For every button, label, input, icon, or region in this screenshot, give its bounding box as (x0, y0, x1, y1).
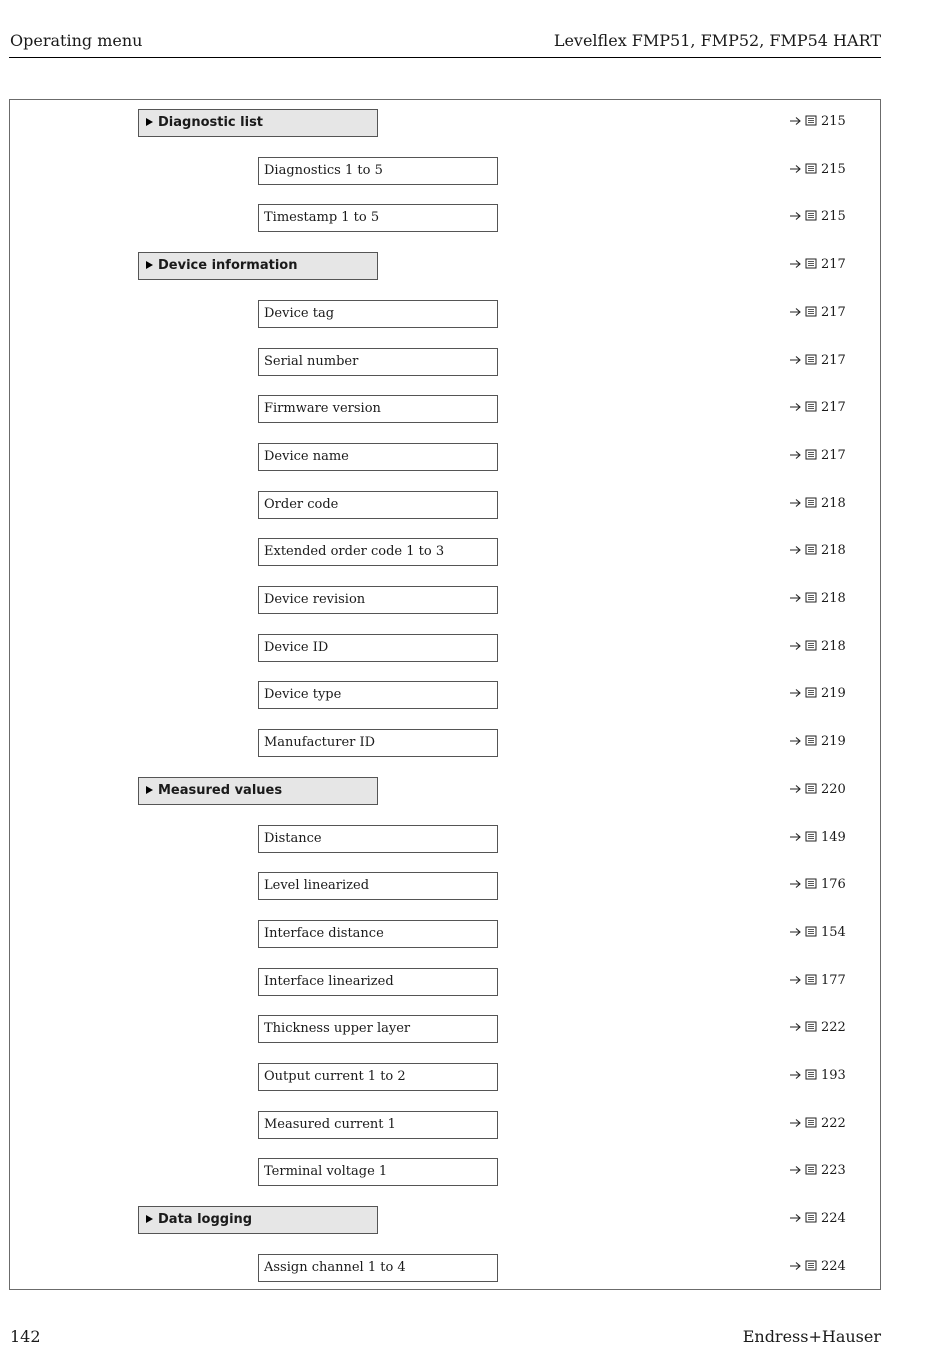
book-page-icon (805, 687, 817, 698)
submenu-row (10, 777, 880, 805)
book-page-icon (805, 926, 817, 937)
parameter-box (258, 968, 498, 996)
parameter-row (10, 586, 880, 614)
page-reference (789, 491, 846, 517)
arrow-right-icon (789, 1261, 802, 1271)
page-reference (789, 395, 846, 421)
page-reference (789, 586, 846, 612)
book-page-icon (805, 831, 817, 842)
book-page-icon (805, 258, 817, 269)
arrow-right-icon (789, 879, 802, 889)
submenu-label: Measured values (158, 783, 283, 798)
parameter-label: Terminal voltage 1 (264, 1164, 388, 1179)
page-reference (789, 204, 846, 230)
submenu-label: Data logging (158, 1212, 253, 1227)
parameter-row (10, 300, 880, 328)
book-page-icon (805, 592, 817, 603)
submenu-box (138, 1206, 378, 1234)
page-reference (789, 348, 846, 374)
arrow-right-icon (789, 307, 802, 317)
parameter-label: Device tag (264, 306, 335, 321)
page-number: 218 (821, 496, 846, 511)
page-reference (789, 1206, 846, 1232)
parameter-box (258, 681, 498, 709)
parameter-row (10, 1015, 880, 1043)
parameter-box (258, 586, 498, 614)
parameter-row (10, 1254, 880, 1282)
parameter-row (10, 157, 880, 185)
arrow-right-icon (789, 402, 802, 412)
parameter-label: Interface distance (264, 926, 384, 941)
arrow-right-icon (789, 498, 802, 508)
parameter-label: Device revision (264, 592, 366, 607)
page-number: 217 (821, 448, 846, 463)
page-number: 220 (821, 782, 846, 797)
page-number: 219 (821, 734, 846, 749)
parameter-row (10, 729, 880, 757)
page-number: 215 (821, 114, 846, 129)
page-reference (789, 538, 846, 564)
triangle-right-icon (146, 261, 153, 269)
parameter-row (10, 491, 880, 519)
book-page-icon (805, 1117, 817, 1128)
triangle-right-icon (146, 118, 153, 126)
book-page-icon (805, 1069, 817, 1080)
parameter-label: Distance (264, 831, 322, 846)
arrow-right-icon (789, 1118, 802, 1128)
parameter-label: Firmware version (264, 401, 381, 416)
parameter-row (10, 1063, 880, 1091)
book-page-icon (805, 163, 817, 174)
parameter-box (258, 1063, 498, 1091)
parameter-label: Level linearized (264, 878, 370, 893)
arrow-right-icon (789, 784, 802, 794)
parameter-box (258, 1158, 498, 1186)
page-header-product: Levelflex FMP51, FMP52, FMP54 HART (553, 31, 881, 50)
parameter-row (10, 538, 880, 566)
arrow-right-icon (789, 450, 802, 460)
book-page-icon (805, 354, 817, 365)
page-reference (789, 300, 846, 326)
book-page-icon (805, 210, 817, 221)
parameter-row (10, 968, 880, 996)
parameter-box (258, 491, 498, 519)
parameter-row (10, 825, 880, 853)
parameter-box (258, 348, 498, 376)
page-number: 224 (821, 1259, 846, 1274)
page-reference (789, 825, 846, 851)
arrow-right-icon (789, 1070, 802, 1080)
parameter-row (10, 920, 880, 948)
parameter-box (258, 1111, 498, 1139)
parameter-label: Serial number (264, 354, 359, 369)
submenu-row (10, 252, 880, 280)
page-reference (789, 252, 846, 278)
triangle-right-icon (146, 1215, 153, 1223)
book-page-icon (805, 115, 817, 126)
arrow-right-icon (789, 355, 802, 365)
parameter-row (10, 634, 880, 662)
arrow-right-icon (789, 832, 802, 842)
submenu-label: Diagnostic list (158, 115, 264, 130)
book-page-icon (805, 1260, 817, 1271)
page-number: 217 (821, 353, 846, 368)
parameter-box (258, 634, 498, 662)
triangle-right-icon (146, 786, 153, 794)
parameter-label: Order code (264, 497, 339, 512)
page-number: 215 (821, 209, 846, 224)
page-reference (789, 443, 846, 469)
page-reference (789, 681, 846, 707)
parameter-label: Measured current 1 (264, 1117, 396, 1132)
parameter-box (258, 1254, 498, 1282)
book-page-icon (805, 497, 817, 508)
book-page-icon (805, 640, 817, 651)
parameter-box (258, 300, 498, 328)
arrow-right-icon (789, 593, 802, 603)
page-number: 149 (821, 830, 846, 845)
page-number: 223 (821, 1163, 846, 1178)
page-number: 154 (821, 925, 846, 940)
page-header-section: Operating menu (10, 31, 143, 50)
parameter-box (258, 1015, 498, 1043)
arrow-right-icon (789, 259, 802, 269)
arrow-right-icon (789, 545, 802, 555)
page-reference (789, 920, 846, 946)
parameter-box (258, 204, 498, 232)
parameter-box (258, 729, 498, 757)
page-number: 219 (821, 686, 846, 701)
parameter-label: Assign channel 1 to 4 (264, 1260, 406, 1275)
submenu-row (10, 1206, 880, 1234)
arrow-right-icon (789, 164, 802, 174)
arrow-right-icon (789, 1022, 802, 1032)
page-number: 217 (821, 305, 846, 320)
footer-page-number: 142 (10, 1327, 41, 1346)
parameter-label: Extended order code 1 to 3 (264, 544, 445, 559)
page-reference (789, 872, 846, 898)
book-page-icon (805, 306, 817, 317)
page-number: 217 (821, 257, 846, 272)
book-page-icon (805, 1212, 817, 1223)
page-reference (789, 1063, 846, 1089)
parameter-row (10, 1158, 880, 1186)
book-page-icon (805, 1021, 817, 1032)
page-number: 224 (821, 1211, 846, 1226)
book-page-icon (805, 735, 817, 746)
book-page-icon (805, 974, 817, 985)
arrow-right-icon (789, 1213, 802, 1223)
page-reference (789, 729, 846, 755)
submenu-box (138, 777, 378, 805)
parameter-label: Device name (264, 449, 349, 464)
book-page-icon (805, 878, 817, 889)
parameter-box (258, 872, 498, 900)
page-number: 177 (821, 973, 846, 988)
page-reference (789, 968, 846, 994)
header-rule (9, 57, 881, 58)
arrow-right-icon (789, 688, 802, 698)
page-reference (789, 777, 846, 803)
arrow-right-icon (789, 211, 802, 221)
parameter-row (10, 395, 880, 423)
submenu-row (10, 109, 880, 137)
page-reference (789, 634, 846, 660)
parameter-label: Device type (264, 687, 342, 702)
arrow-right-icon (789, 116, 802, 126)
arrow-right-icon (789, 1165, 802, 1175)
parameter-box (258, 825, 498, 853)
parameter-label: Output current 1 to 2 (264, 1069, 406, 1084)
book-page-icon (805, 783, 817, 794)
page-number: 218 (821, 591, 846, 606)
parameter-label: Diagnostics 1 to 5 (264, 163, 383, 178)
parameter-label: Interface linearized (264, 974, 394, 989)
page-number: 217 (821, 400, 846, 415)
parameter-row (10, 1111, 880, 1139)
book-page-icon (805, 401, 817, 412)
book-page-icon (805, 544, 817, 555)
page-number: 218 (821, 639, 846, 654)
parameter-label: Device ID (264, 640, 329, 655)
page-number: 218 (821, 543, 846, 558)
parameter-box (258, 157, 498, 185)
page-reference (789, 157, 846, 183)
book-page-icon (805, 1164, 817, 1175)
parameter-row (10, 348, 880, 376)
parameter-label: Manufacturer ID (264, 735, 376, 750)
parameter-row (10, 443, 880, 471)
submenu-box (138, 252, 378, 280)
page-reference (789, 1015, 846, 1041)
parameter-row (10, 681, 880, 709)
book-page-icon (805, 449, 817, 460)
arrow-right-icon (789, 641, 802, 651)
page-reference (789, 109, 846, 135)
page-number: 222 (821, 1020, 846, 1035)
parameter-box (258, 443, 498, 471)
page-number: 176 (821, 877, 846, 892)
parameter-box (258, 920, 498, 948)
page-reference (789, 1254, 846, 1280)
parameter-row (10, 204, 880, 232)
page-reference (789, 1111, 846, 1137)
parameter-box (258, 538, 498, 566)
arrow-right-icon (789, 736, 802, 746)
arrow-right-icon (789, 975, 802, 985)
menu-frame (9, 99, 881, 1290)
footer-brand: Endress+Hauser (742, 1327, 881, 1346)
page-number: 215 (821, 162, 846, 177)
page-number: 222 (821, 1116, 846, 1131)
parameter-box (258, 395, 498, 423)
submenu-box (138, 109, 378, 137)
page-reference (789, 1158, 846, 1184)
parameter-label: Thickness upper layer (264, 1021, 411, 1036)
arrow-right-icon (789, 927, 802, 937)
parameter-label: Timestamp 1 to 5 (264, 210, 380, 225)
submenu-label: Device information (158, 258, 298, 273)
page-number: 193 (821, 1068, 846, 1083)
parameter-row (10, 872, 880, 900)
